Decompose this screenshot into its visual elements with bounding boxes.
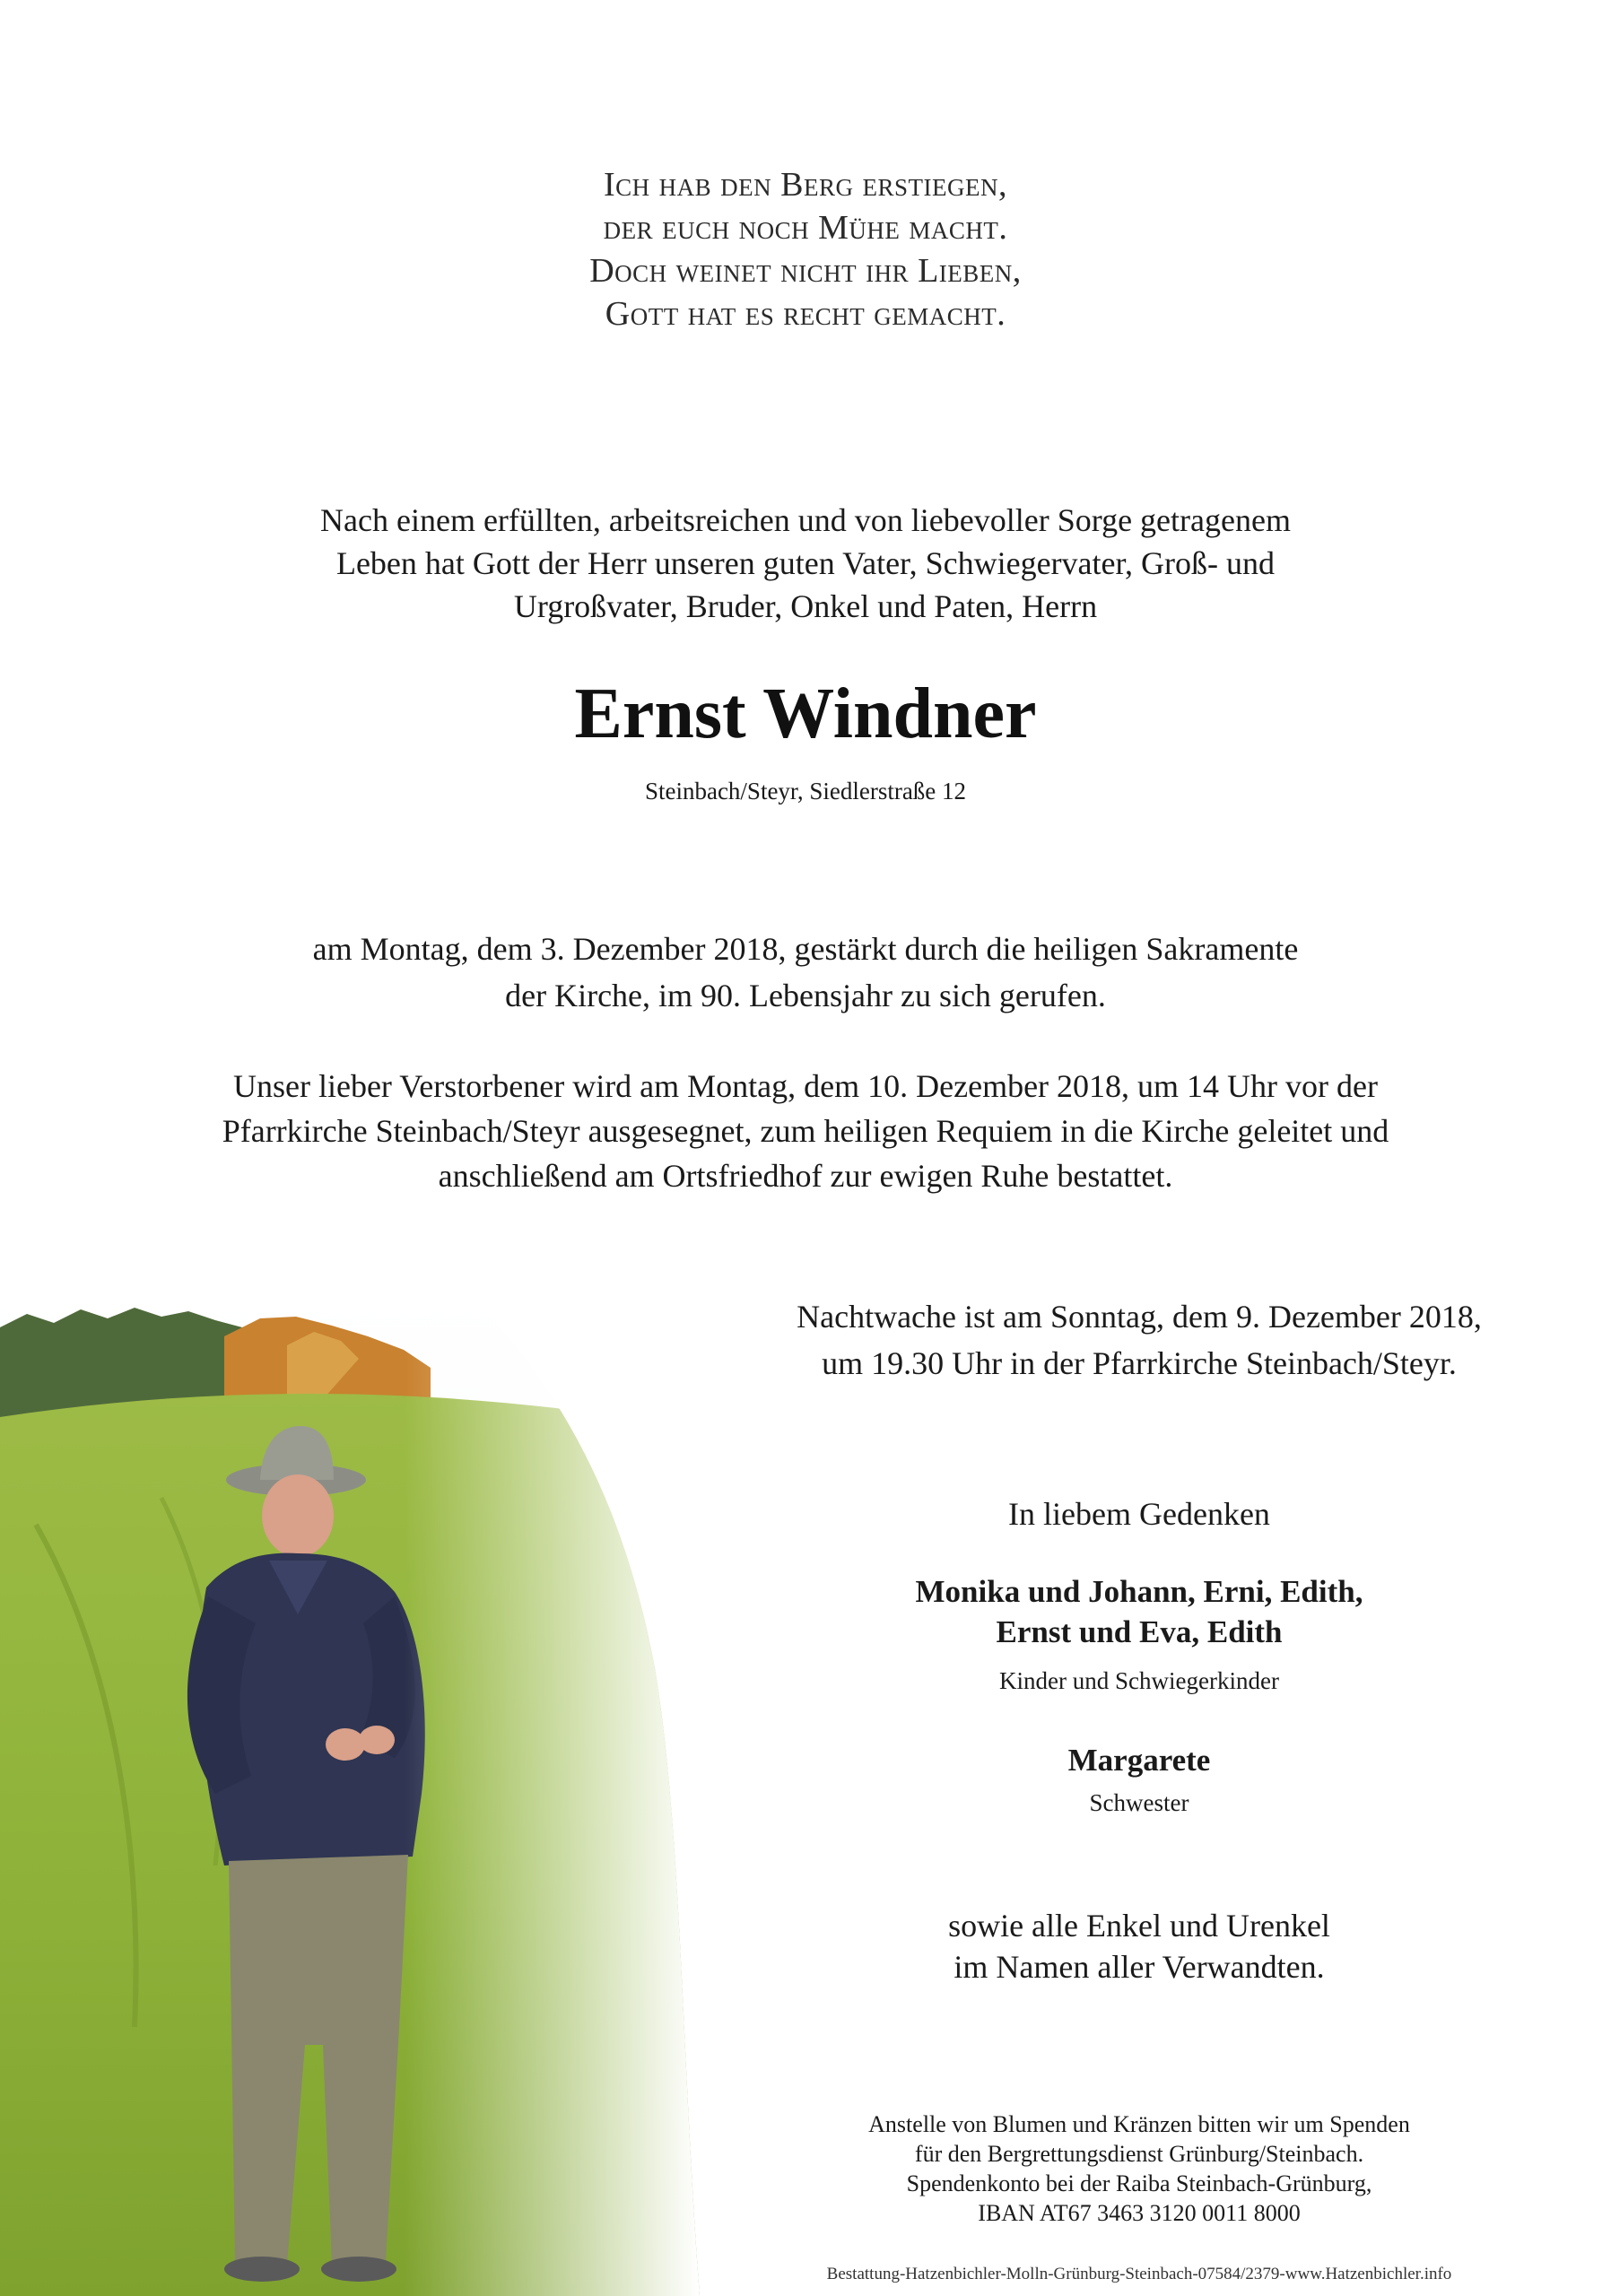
funeral-details bbox=[0, 1064, 1611, 1198]
memory-heading: In liebem Gedenken bbox=[1008, 1496, 1270, 1532]
wake-line: um 19.30 Uhr in der Pfarrkirche Steinbach/Steyr. bbox=[822, 1345, 1457, 1381]
funeral-home-footer: Bestattung-Hatzenbichler-Molln-Grünburg-Steinbach-07584/2379-www.Hatzenbichler.info bbox=[826, 2265, 1452, 2283]
intro-line: Urgroßvater, Bruder, Onkel und Paten, Herrn bbox=[513, 588, 1098, 624]
death-notice bbox=[0, 926, 1611, 1019]
poem bbox=[0, 163, 1611, 335]
donation-line: Spendenkonto bei der Raiba Steinbach-Grünburg, bbox=[906, 2170, 1372, 2196]
donation-notice bbox=[718, 2109, 1561, 2228]
sister-relation: Schwester bbox=[1089, 1789, 1189, 1816]
poem-line: Gott hat es recht gemacht. bbox=[605, 295, 1006, 333]
intro-line: Nach einem erfüllten, arbeitsreichen und von liebevoller Sorge getragenem bbox=[320, 502, 1291, 538]
donation-line: Anstelle von Blumen und Kränzen bitten wir um Spenden bbox=[868, 2111, 1410, 2137]
death-line: der Kirche, im 90. Lebensjahr zu sich gerufen. bbox=[505, 978, 1106, 1013]
sister-name: Margarete bbox=[1067, 1743, 1211, 1778]
funeral-line: Unser lieber Verstorbener wird am Montag, dem 10. Dezember 2018, um 14 Uhr vor der bbox=[233, 1068, 1378, 1104]
intro-line: Leben hat Gott der Herr unseren guten Vater, Schwiegervater, Groß- und bbox=[335, 545, 1276, 581]
poem-line: der euch noch Mühe macht. bbox=[603, 209, 1008, 247]
photo-illustration bbox=[0, 1292, 736, 2296]
intro-text bbox=[0, 499, 1611, 628]
donation-line: IBAN AT67 3463 3120 0011 8000 bbox=[978, 2200, 1301, 2226]
children-relation: Kinder und Schwiegerkinder bbox=[999, 1667, 1279, 1694]
wake-notice bbox=[718, 1293, 1561, 1387]
wake-line: Nachtwache ist am Sonntag, dem 9. Dezember 2018, bbox=[797, 1299, 1482, 1335]
children-names bbox=[718, 1571, 1561, 1652]
deceased-name: Ernst Windner bbox=[574, 674, 1037, 753]
grand-line: sowie alle Enkel und Urenkel bbox=[948, 1908, 1330, 1944]
deceased-photo bbox=[0, 1292, 736, 2296]
funeral-line: Pfarrkirche Steinbach/Steyr ausgesegnet, zum heiligen Requiem in die Kirche geleitet und bbox=[222, 1113, 1389, 1149]
death-line: am Montag, dem 3. Dezember 2018, gestärkt durch die heiligen Sakramente bbox=[312, 931, 1299, 967]
poem-line: Ich hab den Berg erstiegen, bbox=[604, 166, 1007, 204]
children-line: Monika und Johann, Erni, Edith, bbox=[915, 1574, 1363, 1609]
deceased-address: Steinbach/Steyr, Siedlerstraße 12 bbox=[644, 778, 967, 804]
children-line: Ernst und Eva, Edith bbox=[996, 1614, 1283, 1649]
poem-line: Doch weinet nicht ihr Lieben, bbox=[589, 252, 1022, 290]
grandchildren-text bbox=[718, 1905, 1561, 1987]
grand-line: im Namen aller Verwandten. bbox=[954, 1949, 1325, 1985]
donation-line: für den Bergrettungsdienst Grünburg/Steinbach. bbox=[914, 2141, 1364, 2167]
funeral-line: anschließend am Ortsfriedhof zur ewigen Ruhe bestattet. bbox=[438, 1158, 1173, 1194]
